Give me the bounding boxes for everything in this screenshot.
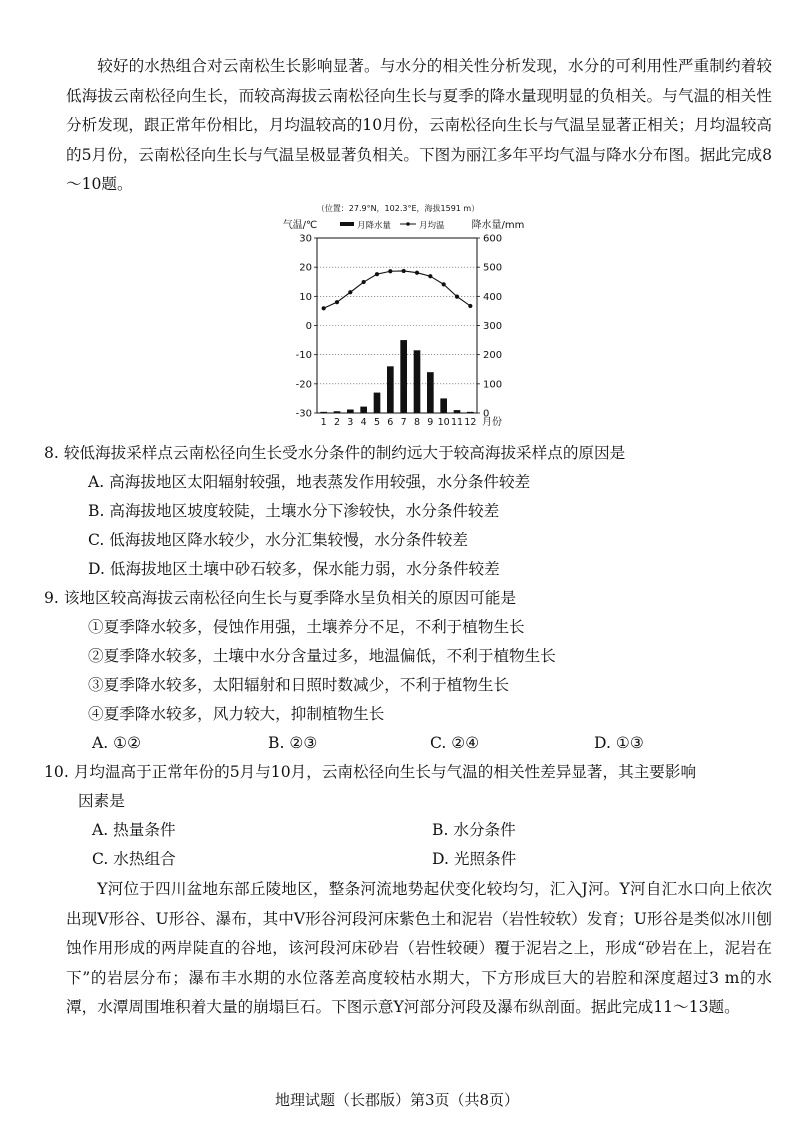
legend-line-label: 月均温 bbox=[419, 221, 445, 231]
intro-paragraph: 较好的水热组合对云南松生长影响显著。与水分的相关性分析发现，水分的可利用性严重制约着较低海拔云南松径向生长，而较高海拔云南松径向生长与夏季的降水量现明显的负相关。与气温的相关性分析发现，跟正常年份相比，月均温较高的10月份，云南松径向生长与气温呈显著正相关；月均温较高的5月份，云南松径向生长与气温呈极显著负相关。下图为丽江多年平均气温与降水分布图。据此完成8～10题。 bbox=[66, 57, 772, 193]
q10-option-c: C. 水热组合 bbox=[92, 850, 176, 868]
precip-bar-1 bbox=[320, 412, 327, 413]
month-tick-label: 9 bbox=[427, 417, 434, 428]
precip-bar-3 bbox=[347, 410, 354, 414]
q8-option-d: D. 低海拔地区土壤中砂石较多，保水能力弱，水分条件较差 bbox=[88, 560, 500, 578]
legend-bar-swatch bbox=[340, 222, 354, 226]
precip-bar-2 bbox=[334, 411, 341, 413]
climate-chart bbox=[270, 200, 530, 432]
q9-stem: 9. 该地区较高海拔云南松径向生长与夏季降水呈负相关的原因可能是 bbox=[44, 589, 517, 607]
left-tick-label: -20 bbox=[295, 379, 312, 391]
q9-item-3: ③夏季降水较多，太阳辐射和日照时数减少，不利于植物生长 bbox=[88, 676, 510, 694]
left-tick-label: 20 bbox=[299, 262, 312, 274]
temperature-point-11 bbox=[455, 295, 459, 299]
month-tick-label: 11 bbox=[450, 417, 464, 428]
month-tick-label: 8 bbox=[413, 417, 421, 428]
right-tick-label: 100 bbox=[483, 379, 503, 391]
chart-title: （位置：27.9°N，102.3°E，海拔1591 m） bbox=[316, 204, 480, 213]
temperature-point-10 bbox=[442, 282, 446, 286]
month-tick-label: 6 bbox=[387, 417, 394, 428]
left-tick-label: -10 bbox=[295, 350, 312, 362]
month-tick-label: 1 bbox=[320, 417, 327, 428]
q9-option-a: A. ①② bbox=[92, 734, 142, 752]
q9-item-1: ①夏季降水较多，侵蚀作用强，土壤养分不足，不利于植物生长 bbox=[88, 618, 525, 636]
right-tick-label: 500 bbox=[483, 262, 503, 274]
month-tick-label: 12 bbox=[464, 417, 477, 428]
q9-item-2: ②夏季降水较多，土壤中水分含量过多，地温偏低，不利于植物生长 bbox=[88, 647, 556, 665]
chart-canvas bbox=[270, 200, 530, 432]
legend-line-marker bbox=[406, 222, 410, 226]
precip-bar-8 bbox=[414, 350, 421, 413]
left-tick-label: 0 bbox=[305, 321, 312, 332]
q10-option-b: B. 水分条件 bbox=[432, 821, 516, 839]
precip-bar-11 bbox=[454, 410, 461, 413]
month-tick-label: 10 bbox=[437, 417, 450, 428]
left-tick-label: -30 bbox=[295, 408, 312, 420]
right-tick-label: 400 bbox=[483, 291, 503, 303]
precip-bar-6 bbox=[387, 366, 394, 413]
q10-stem-line1: 10. 月均温高于正常年份的5月与10月，云南松径向生长与气温的相关性差异显著，其主要影响 bbox=[44, 763, 697, 781]
right-tick-label: 600 bbox=[483, 233, 503, 245]
q8-option-c: C. 低海拔地区降水较少，水分汇集较慢，水分条件较差 bbox=[88, 531, 468, 549]
left-tick-label: 10 bbox=[299, 291, 312, 303]
month-tick-label: 4 bbox=[360, 417, 367, 428]
month-tick-label: 5 bbox=[373, 417, 381, 428]
temperature-point-5 bbox=[375, 272, 379, 276]
temperature-point-12 bbox=[468, 304, 472, 308]
temperature-point-7 bbox=[402, 269, 406, 273]
precip-bar-5 bbox=[374, 393, 381, 413]
passage-2: Y河位于四川盆地东部丘陵地区，整条河流地势起伏变化较均匀，汇入J河。Y河自汇水口向上依次出现V形谷、U形谷、瀑布，其中V形谷河段河床紫色土和泥岩（岩性较软）发育；U形谷是类似冰川刨蚀作用形成的两岸陡直的谷地，该河段河床砂岩（岩性较硬）覆于泥岩之上，形成“砂岩在上，泥岩在下”的岩层分布；瀑布丰水期的水位落差高度较枯水期大，下方形成巨大的岩腔和深度超过3 m的水潭，水潭周围堆积着大量的崩塌巨石。下图示意Y河部分河段及瀑布纵剖面。据此完成11～13题。 bbox=[66, 880, 772, 1016]
month-tick-label: 7 bbox=[400, 417, 407, 428]
legend-bar-label: 月降水量 bbox=[357, 221, 392, 231]
right-tick-label: 200 bbox=[483, 350, 503, 362]
temperature-point-3 bbox=[348, 290, 352, 294]
temperature-point-4 bbox=[362, 280, 366, 284]
q8-stem: 8. 较低海拔采样点云南松径向生长受水分条件的制约远大于较高海拔采样点的原因是 bbox=[44, 444, 626, 462]
q9-option-d: D. ①③ bbox=[594, 734, 644, 752]
month-tick-label: 3 bbox=[347, 417, 354, 428]
temperature-point-8 bbox=[415, 271, 419, 275]
q8-option-b: B. 高海拔地区坡度较陡，土壤水分下渗较快，水分条件较差 bbox=[88, 502, 500, 520]
temperature-line bbox=[324, 271, 471, 308]
precip-bar-7 bbox=[400, 340, 407, 413]
month-tick-label: 2 bbox=[333, 417, 341, 428]
q8-option-a: A. 高海拔地区太阳辐射较强，地表蒸发作用较强，水分条件较差 bbox=[88, 473, 531, 491]
q9-item-4: ④夏季降水较多，风力较大，抑制植物生长 bbox=[88, 705, 385, 723]
temperature-point-2 bbox=[335, 300, 339, 304]
right-tick-label: 300 bbox=[483, 321, 503, 332]
q9-option-c: C. ②④ bbox=[430, 734, 480, 752]
temperature-point-6 bbox=[388, 269, 392, 273]
temperature-point-9 bbox=[428, 274, 432, 278]
chart-right-axis-label: 降水量/mm bbox=[471, 220, 525, 231]
q10-stem-line2: 因素是 bbox=[78, 792, 125, 810]
temperature-point-1 bbox=[322, 306, 326, 310]
precip-bar-4 bbox=[360, 407, 367, 413]
climate-chart-svg bbox=[270, 200, 530, 432]
page-footer: 地理试题（长郡版）第3页（共8页） bbox=[274, 1091, 520, 1109]
precip-bar-9 bbox=[427, 372, 434, 413]
chart-left-axis-label: 气温/℃ bbox=[282, 220, 318, 231]
left-tick-label: 30 bbox=[299, 233, 312, 245]
chart-x-axis-label: 月份 bbox=[482, 417, 502, 428]
q9-option-b: B. ②③ bbox=[268, 734, 318, 752]
q10-option-d: D. 光照条件 bbox=[432, 850, 517, 868]
q10-option-a: A. 热量条件 bbox=[92, 821, 176, 839]
precip-bar-12 bbox=[467, 412, 474, 413]
precip-bar-10 bbox=[440, 398, 447, 413]
right-tick-label: 0 bbox=[483, 408, 490, 420]
